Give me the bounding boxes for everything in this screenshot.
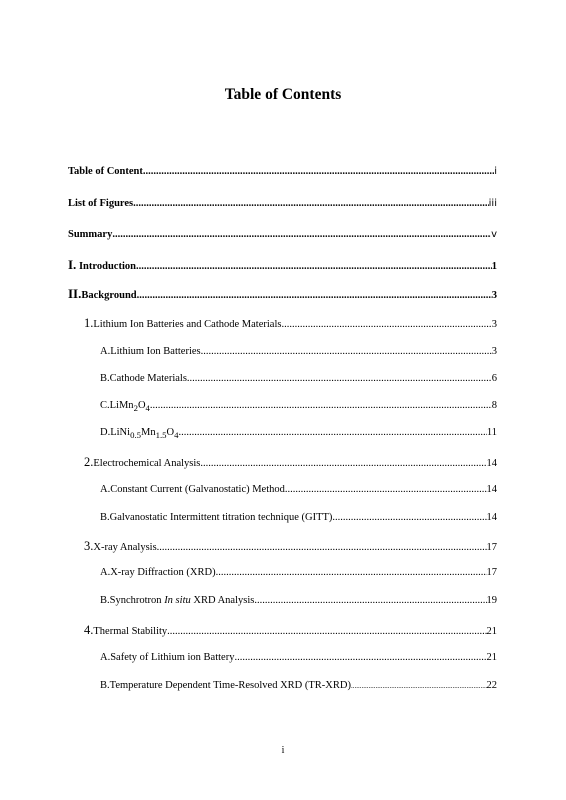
toc-entry-page: 21 xyxy=(486,626,497,637)
toc-entry-section-4b[interactable] xyxy=(100,679,497,693)
toc-entry-section-3b[interactable] xyxy=(100,594,497,608)
toc-entry-page: 14 xyxy=(486,458,497,469)
toc-entry-label: Lithium Ion Batteries xyxy=(110,346,201,357)
toc-entry-page: 14 xyxy=(486,512,497,523)
toc-entry-label: Lithium Ion Batteries and Cathode Materials xyxy=(93,319,282,330)
toc-entry-page: i xyxy=(494,166,497,177)
toc-entry-introduction[interactable] xyxy=(68,258,497,274)
toc-entry-section-2a[interactable] xyxy=(100,483,497,497)
toc-entry-page: 3 xyxy=(491,346,497,357)
toc-leader xyxy=(136,260,492,274)
toc-entry-page: 21 xyxy=(486,652,497,663)
toc-entry-table-of-content[interactable] xyxy=(68,165,497,179)
toc-entry-section-1[interactable] xyxy=(84,316,497,332)
toc-entry-page: 1 xyxy=(491,261,497,272)
toc-leader xyxy=(167,625,486,639)
toc-entry-section-1a[interactable] xyxy=(100,345,497,359)
toc-leader xyxy=(285,483,487,497)
toc-entry-label: Safety of Lithium ion Battery xyxy=(110,652,235,663)
toc-entry-page: 14 xyxy=(486,484,497,495)
toc-entry-page: 17 xyxy=(486,542,497,553)
page-title: Table of Contents xyxy=(224,86,342,103)
toc-entry-label: Synchrotron In situ XRD Analysis xyxy=(109,595,255,606)
toc-leader xyxy=(332,511,486,525)
toc-entry-list-of-figures[interactable] xyxy=(68,197,497,211)
toc-entry-number: B. xyxy=(100,680,110,691)
toc-leader xyxy=(254,594,486,608)
toc-leader xyxy=(351,679,487,693)
toc-entry-number: I. xyxy=(68,257,77,272)
toc-entry-label: List of Figures xyxy=(68,198,134,209)
toc-entry-label: Summary xyxy=(68,229,113,240)
toc-entry-section-3a[interactable] xyxy=(100,566,497,580)
toc-entry-label: Constant Current (Galvanostatic) Method xyxy=(110,484,285,495)
toc-entry-section-4a[interactable] xyxy=(100,651,497,665)
toc-entry-label: Galvanostatic Intermittent titration technique (GITT) xyxy=(109,512,333,523)
toc-entry-number: A. xyxy=(100,484,111,495)
toc-leader xyxy=(133,197,489,211)
toc-entry-section-1c[interactable] xyxy=(100,399,497,415)
toc-entry-page: iii xyxy=(488,198,497,209)
toc-entry-number: B. xyxy=(100,595,110,606)
toc-entry-number: 4. xyxy=(84,623,94,637)
toc-entry-label: Background xyxy=(81,290,137,301)
toc-leader xyxy=(179,426,487,440)
toc-entry-page: 17 xyxy=(486,567,497,578)
toc-entry-page: 11 xyxy=(486,427,497,438)
toc-leader xyxy=(281,318,491,332)
toc-leader xyxy=(143,165,494,179)
toc-entry-page: 22 xyxy=(486,680,497,691)
toc-entry-label: Cathode Materials xyxy=(109,373,187,384)
toc-entry-label: X-ray Diffraction (XRD) xyxy=(110,567,216,578)
toc-entry-page: 8 xyxy=(491,400,497,411)
toc-entry-number: B. xyxy=(100,373,110,384)
toc-entry-number: II. xyxy=(68,286,82,301)
toc-entry-label: Thermal Stability xyxy=(93,626,168,637)
toc-leader xyxy=(157,541,487,555)
toc-entry-section-1d[interactable] xyxy=(100,426,497,442)
toc-entry-number: D. xyxy=(100,427,111,438)
toc-leader xyxy=(200,457,486,471)
toc-leader xyxy=(137,289,492,303)
toc-leader xyxy=(187,372,492,386)
toc-leader xyxy=(150,399,492,413)
toc-leader xyxy=(201,345,492,359)
toc-entry-number: 3. xyxy=(84,539,94,553)
toc-entry-number: B. xyxy=(100,512,110,523)
page-number: i xyxy=(281,745,285,756)
toc-entry-background[interactable] xyxy=(68,287,497,303)
toc-entry-section-4[interactable] xyxy=(84,623,497,639)
toc-entry-section-1b[interactable] xyxy=(100,372,497,386)
toc-leader xyxy=(234,651,486,665)
toc-entry-section-2b[interactable] xyxy=(100,511,497,525)
toc-entry-label: Introduction xyxy=(78,261,136,272)
toc-entry-page: 3 xyxy=(491,290,497,301)
toc-entry-page: 19 xyxy=(486,595,497,606)
toc-entry-page: 6 xyxy=(491,373,497,384)
toc-entry-number: 1. xyxy=(84,316,94,330)
toc-entry-page: v xyxy=(491,229,497,240)
toc-entry-label: Electrochemical Analysis xyxy=(93,458,201,469)
toc-entry-number: C. xyxy=(100,400,110,411)
toc-entry-page: 3 xyxy=(491,319,497,330)
toc-entry-section-3[interactable] xyxy=(84,539,497,555)
toc-entry-number: A. xyxy=(100,567,111,578)
toc-entry-number: A. xyxy=(100,652,111,663)
toc-entry-summary[interactable] xyxy=(68,228,497,242)
toc-entry-number: A. xyxy=(100,346,111,357)
toc-entry-label: X-ray Analysis xyxy=(93,542,157,553)
toc-entry-section-2[interactable] xyxy=(84,455,497,471)
toc-entry-number: 2. xyxy=(84,455,94,469)
toc-leader xyxy=(112,228,491,242)
toc-entry-label: Table of Content xyxy=(68,166,143,177)
toc-entry-label: $LiMn_2O_4$ xyxy=(109,400,150,414)
toc-leader xyxy=(216,566,487,580)
toc-entry-label: Temperature Dependent Time-Resolved XRD (TR-XRD) xyxy=(109,680,351,691)
toc-entry-label: $LiNi_{0.5}Mn_{1.5}O_4$ xyxy=(110,427,179,441)
